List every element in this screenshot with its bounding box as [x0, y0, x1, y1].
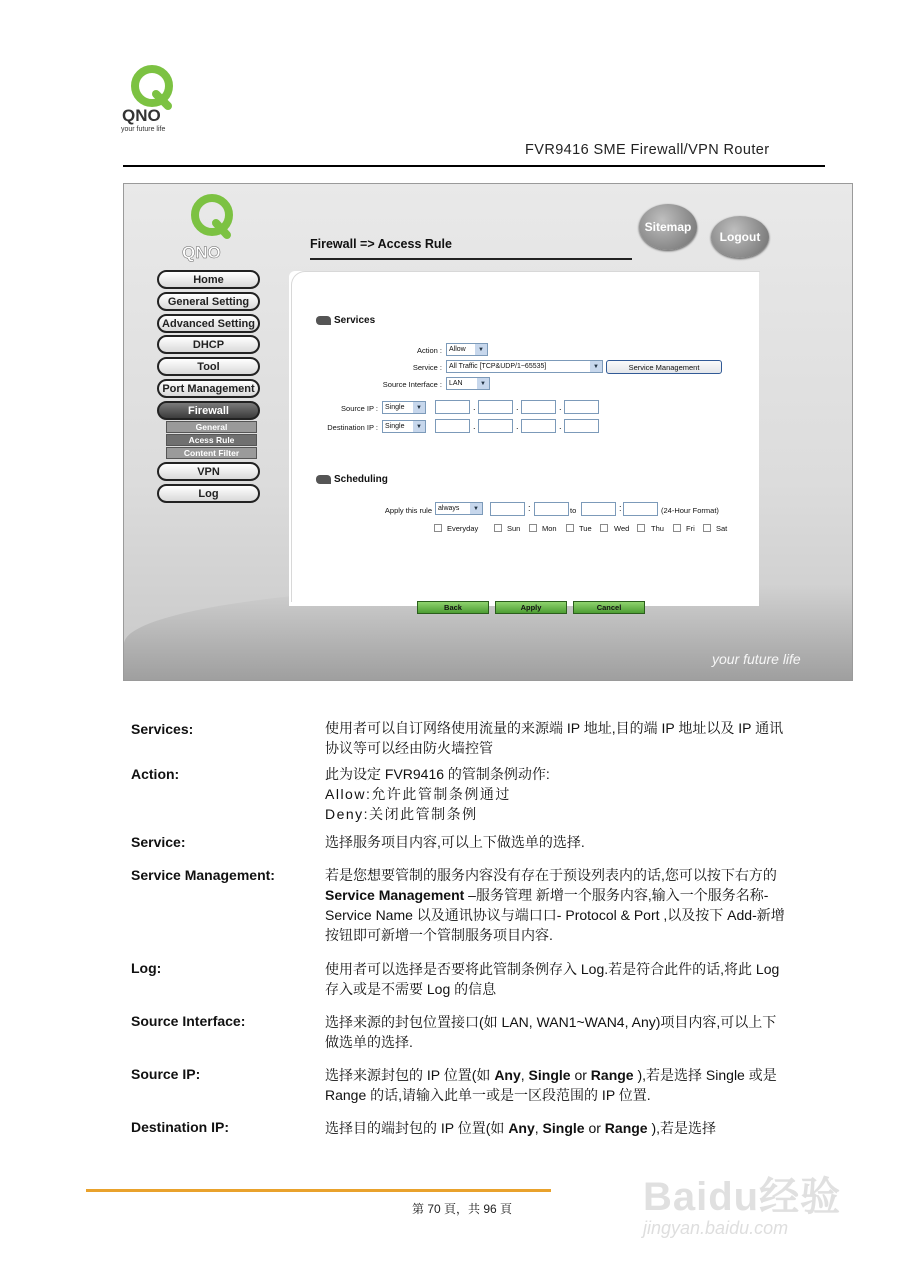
- nav-firewall[interactable]: Firewall: [157, 401, 260, 420]
- svg-text:your future life: your future life: [121, 126, 166, 133]
- desc-action: 此为设定 FVR9416 的管制条例动作: Allow:允许此管制条例通过 Deny:关闭此管制条例: [325, 766, 550, 822]
- nav-log[interactable]: Log: [157, 484, 260, 503]
- chevron-down-icon: ▼: [590, 361, 602, 372]
- fri-label: Fri: [686, 524, 695, 533]
- thu-label: Thu: [651, 524, 664, 533]
- services-section-title: Services: [316, 315, 375, 326]
- router-ui-screenshot: QNO Firewall => Access Rule Sitemap Logout Home General Setting Advanced Setting DHCP Tool Port Management Firewall General Acess Rule Content Filter VPN Log Services Action : Allow ▼ Service : All Traffic [TCP&UDP/1~65535] ▼ Service Management Source Interface : LAN ▼ Source IP : Single ▼ . . . Destination IP : Single ▼ . . . Scheduling Apply this rule always ▼ : to : (24-Hour Format) Everyday Sun Mon Tue Wed Thu Fri Sat Back Apply Cancel your future life: [123, 183, 853, 681]
- destination-ip-type-select[interactable]: Single ▼: [382, 420, 426, 433]
- source-ip-label: Source IP :: [341, 404, 378, 413]
- baidu-watermark: Baidu经验: [643, 1175, 842, 1219]
- end-hour-input[interactable]: [581, 502, 616, 516]
- destination-ip-octet-3[interactable]: [521, 419, 556, 433]
- term-source-ip: Source IP:: [131, 1066, 201, 1082]
- source-ip-type-select[interactable]: Single ▼: [382, 401, 426, 414]
- sun-checkbox[interactable]: [494, 524, 502, 532]
- source-ip-octet-4[interactable]: [564, 400, 599, 414]
- term-service-management: Service Management:: [131, 867, 275, 883]
- desc-source-interface: 选择来源的封包位置接口(如 LAN, WAN1~WAN4, Any)项目内容,可以上下做选单的选择.: [325, 1014, 777, 1050]
- chevron-down-icon: ▼: [413, 402, 425, 413]
- destination-ip-octet-4[interactable]: [564, 419, 599, 433]
- term-source-interface: Source Interface:: [131, 1013, 246, 1029]
- qno-logo: [118, 64, 188, 134]
- action-select[interactable]: Allow ▼: [446, 343, 488, 356]
- footer-divider: [86, 1189, 551, 1192]
- mon-label: Mon: [542, 524, 557, 533]
- start-hour-input[interactable]: [490, 502, 525, 516]
- source-interface-select[interactable]: LAN ▼: [446, 377, 490, 390]
- nav-general-setting[interactable]: General Setting: [157, 292, 260, 311]
- nav-dhcp[interactable]: DHCP: [157, 335, 260, 354]
- nav-advanced-setting[interactable]: Advanced Setting: [157, 314, 260, 333]
- apply-rule-select[interactable]: always ▼: [435, 502, 483, 515]
- source-ip-octet-1[interactable]: [435, 400, 470, 414]
- desc-log: 使用者可以选择是否要将此管制条例存入 Log.若是符合此件的话,将此 Log 存入或是不需要 Log 的信息: [325, 961, 780, 997]
- svg-text:QNO: QNO: [182, 243, 221, 262]
- desc-destination-ip: 选择目的端封包的 IP 位置(如 Any, Single or Range ),若是选择: [325, 1120, 717, 1136]
- chevron-down-icon: ▼: [477, 378, 489, 389]
- desc-service: 选择服务项目内容,可以上下做选单的选择.: [325, 834, 585, 850]
- term-destination-ip: Destination IP:: [131, 1119, 230, 1135]
- term-services: Services:: [131, 721, 194, 737]
- source-ip-octet-3[interactable]: [521, 400, 556, 414]
- scheduling-section-title: Scheduling: [316, 474, 388, 485]
- apply-rule-label: Apply this rule: [384, 506, 432, 515]
- everyday-checkbox[interactable]: [434, 524, 442, 532]
- svg-text:QNO: QNO: [122, 106, 161, 125]
- logout-button[interactable]: Logout: [711, 216, 769, 258]
- source-interface-label: Source Interface :: [382, 380, 442, 389]
- start-minute-input[interactable]: [534, 502, 569, 516]
- everyday-label: Everyday: [447, 524, 479, 533]
- source-ip-octet-2[interactable]: [478, 400, 513, 414]
- title-underline: [310, 258, 632, 260]
- tue-label: Tue: [579, 524, 592, 533]
- end-minute-input[interactable]: [623, 502, 658, 516]
- wed-checkbox[interactable]: [600, 524, 608, 532]
- destination-ip-octet-1[interactable]: [435, 419, 470, 433]
- to-label: to: [570, 506, 577, 515]
- nav-home[interactable]: Home: [157, 270, 260, 289]
- service-management-button[interactable]: Service Management: [606, 360, 722, 374]
- sat-label: Sat: [716, 524, 728, 533]
- fri-checkbox[interactable]: [673, 524, 681, 532]
- term-action: Action:: [131, 766, 180, 782]
- chevron-down-icon: ▼: [470, 503, 482, 514]
- term-log: Log:: [131, 960, 162, 976]
- sun-label: Sun: [507, 524, 521, 533]
- page-title: Firewall => Access Rule: [310, 237, 452, 251]
- term-service: Service:: [131, 834, 186, 850]
- baidu-watermark-url: jingyan.baidu.com: [643, 1218, 789, 1238]
- section-icon: [316, 316, 331, 325]
- footer-tagline: your future life: [712, 651, 801, 667]
- chevron-down-icon: ▼: [413, 421, 425, 432]
- wed-label: Wed: [614, 524, 630, 533]
- nav-vpn[interactable]: VPN: [157, 462, 260, 481]
- back-button[interactable]: Back: [417, 601, 489, 614]
- destination-ip-octet-2[interactable]: [478, 419, 513, 433]
- service-label: Service :: [412, 363, 442, 372]
- qno-logo-inner: [180, 192, 250, 262]
- header-divider: [123, 165, 825, 167]
- format-label: (24-Hour Format): [661, 506, 719, 515]
- subnav-access-rule[interactable]: Acess Rule: [166, 434, 257, 446]
- tue-checkbox[interactable]: [566, 524, 574, 532]
- chevron-down-icon: ▼: [475, 344, 487, 355]
- service-select[interactable]: All Traffic [TCP&UDP/1~65535] ▼: [446, 360, 603, 373]
- sat-checkbox[interactable]: [703, 524, 711, 532]
- page-number: 第 70 頁，共 96 頁: [412, 1202, 513, 1216]
- subnav-general[interactable]: General: [166, 421, 257, 433]
- nav-port-management[interactable]: Port Management: [157, 379, 260, 398]
- desc-service-management: 若是您想要管制的服务内容没有存在于预设列表内的话,您可以按下右方的 Service Management –服务管理 新增一个服务内容,输入一个服务名称-Service Name 以及通讯协议与端口口- Protocol & Port ,以及按下 Add-新增按钮即可新增一个管制服务项目内容.: [325, 867, 785, 943]
- document-title: FVR9416 SME Firewall/VPN Router: [525, 142, 770, 158]
- apply-button[interactable]: Apply: [495, 601, 567, 614]
- destination-ip-label: Destination IP :: [327, 423, 378, 432]
- cancel-button[interactable]: Cancel: [573, 601, 645, 614]
- desc-services: 使用者可以自订网络使用流量的来源端 IP 地址,目的端 IP 地址以及 IP 通讯协议等可以经由防火墙控管: [325, 720, 784, 756]
- action-label: Action :: [416, 346, 442, 355]
- desc-source-ip: 选择来源封包的 IP 位置(如 Any, Single or Range ),若是选择 Single 或是 Range 的话,请输入此单一或是一区段范围的 IP 位置.: [325, 1067, 777, 1103]
- subnav-content-filter[interactable]: Content Filter: [166, 447, 257, 459]
- sitemap-button[interactable]: Sitemap: [639, 204, 697, 250]
- mon-checkbox[interactable]: [529, 524, 537, 532]
- section-icon: [316, 475, 331, 484]
- nav-tool[interactable]: Tool: [157, 357, 260, 376]
- thu-checkbox[interactable]: [637, 524, 645, 532]
